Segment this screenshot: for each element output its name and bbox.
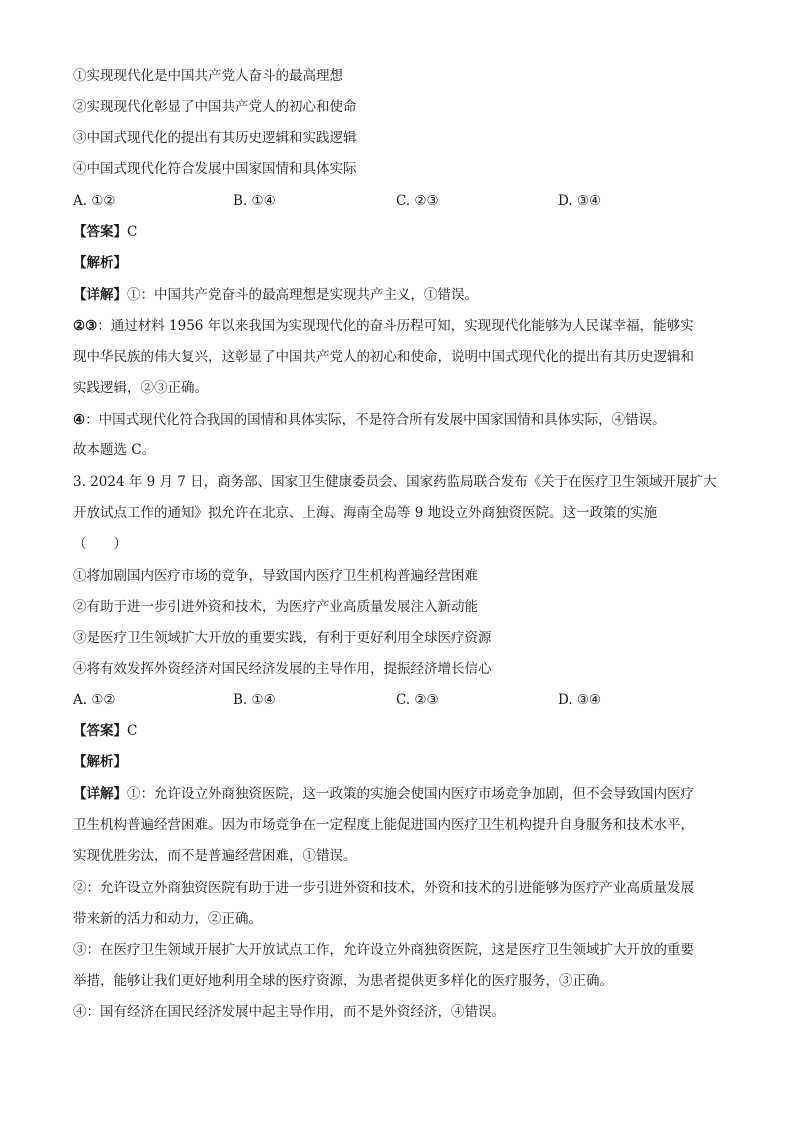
q2-detail-2-text: ：通过材料 1956 年以来我国为实现现代化的奋斗历程可知，实现现代化能够为人民谋幸福，能够实	[97, 318, 694, 334]
q3-detail-line-5: 带来新的活力和动力，②正确。	[73, 911, 262, 927]
q3-detail-label: 【详解】	[73, 786, 127, 802]
q3-statement-2: ②有助于进一步引进外资和技术，为医疗产业高质量发展注入新动能	[73, 599, 478, 615]
q2-detail-2-label: ②③	[73, 318, 98, 334]
q3-stem-line-3: （ ）	[73, 536, 127, 552]
q3-option-d: D. ③④	[558, 692, 602, 708]
q3-statement-4: ④将有效发挥外资经济对国民经济发展的主导作用，提振经济增长信心	[73, 661, 492, 677]
q2-conclusion: 故本题选 C。	[73, 442, 156, 458]
q2-analysis-label: 【解析】	[73, 255, 127, 271]
q2-detail-3	[73, 410, 723, 430]
q3-stem-line-1: 3. 2024 年 9 月 7 日，商务部、国家卫生健康委员会、国家药监局联合发布《关于在医疗卫生领域开展扩大	[73, 474, 717, 490]
q3-option-a: A. ①②	[73, 692, 116, 708]
q3-detail-line-2: 卫生机构普遍经营困难。因为市场竞争在一定程度上能促进国内医疗卫生机构提升自身服务和技术水平，	[73, 817, 694, 833]
q2-detail-label: 【详解】	[73, 287, 127, 303]
q2-option-d: D. ③④	[558, 193, 602, 209]
q3-detail-line-4: ②：允许设立外商独资医院有助于进一步引进外资和技术，外资和技术的引进能够为医疗产业高质量发展	[73, 880, 694, 896]
q2-option-b: B. ①④	[233, 193, 276, 209]
q3-detail-line-3: 实现优胜劣汰，而不是普遍经营困难，①错误。	[73, 848, 357, 864]
q3-answer-value: C	[127, 723, 138, 739]
q3-answer	[73, 721, 723, 741]
q2-detail-2-line-2: 现中华民族的伟大复兴，这彰显了中国共产党人的初心和使命，说明中国式现代化的提出有其历史逻辑和	[73, 349, 694, 365]
q2-detail-3-text: ：中国式现代化符合我国的国情和具体实际，不是符合所有发展中国家国情和具体实际，④错误。	[85, 412, 666, 428]
q2-detail-2-line-1	[73, 316, 723, 336]
q3-stem-line-2: 开放试点工作的通知》拟允许在北京、上海、海南全岛等 9 地设立外商独资医院。这一政策的实施	[73, 505, 658, 521]
q2-detail-1	[73, 285, 723, 305]
q2-detail-3-label: ④	[73, 412, 86, 428]
q2-answer-label: 【答案】	[73, 224, 127, 240]
q3-option-c: C. ②③	[396, 692, 439, 708]
q2-option-c: C. ②③	[396, 193, 439, 209]
q3-statement-1: ①将加剧国内医疗市场的竞争，导致国内医疗卫生机构普遍经营困难	[73, 568, 478, 584]
q2-option-a: A. ①②	[73, 193, 116, 209]
q2-statement-3: ③中国式现代化的提出有其历史逻辑和实践逻辑	[73, 130, 357, 146]
q2-statement-2: ②实现现代化彰显了中国共产党人的初心和使命	[73, 99, 357, 115]
q2-statement-4: ④中国式现代化符合发展中国家国情和具体实际	[73, 161, 357, 177]
q3-option-b: B. ①④	[233, 692, 276, 708]
q3-detail-line-8: ④：国有经济在国民经济发展中起主导作用，而不是外资经济，④错误。	[73, 1004, 505, 1020]
q3-analysis-label: 【解析】	[73, 754, 127, 770]
q3-detail-line-1	[73, 784, 723, 804]
q3-answer-label: 【答案】	[73, 723, 127, 739]
q2-detail-1-text: ①：中国共产党奋斗的最高理想是实现共产主义，①错误。	[127, 287, 478, 303]
q3-detail-line-7: 举措，能够让我们更好地利用全球的医疗资源，为患者提供更多样化的医疗服务，③正确。	[73, 973, 613, 989]
q2-answer-value: C	[127, 224, 138, 240]
q2-answer	[73, 222, 723, 242]
q3-statement-3: ③是医疗卫生领域扩大开放的重要实践，有利于更好利用全球医疗资源	[73, 630, 492, 646]
q3-detail-line-6: ③：在医疗卫生领域开展扩大开放试点工作，允许设立外商独资医院，这是医疗卫生领域扩大开放的重要	[73, 942, 694, 958]
q2-detail-2-line-3: 实践逻辑，②③正确。	[73, 380, 208, 396]
q3-detail-line-1-text: ①：允许设立外商独资医院，这一政策的实施会使国内医疗市场竞争加剧，但不会导致国内医疗	[127, 786, 694, 802]
q2-statement-1: ①实现现代化是中国共产党人奋斗的最高理想	[73, 68, 343, 84]
